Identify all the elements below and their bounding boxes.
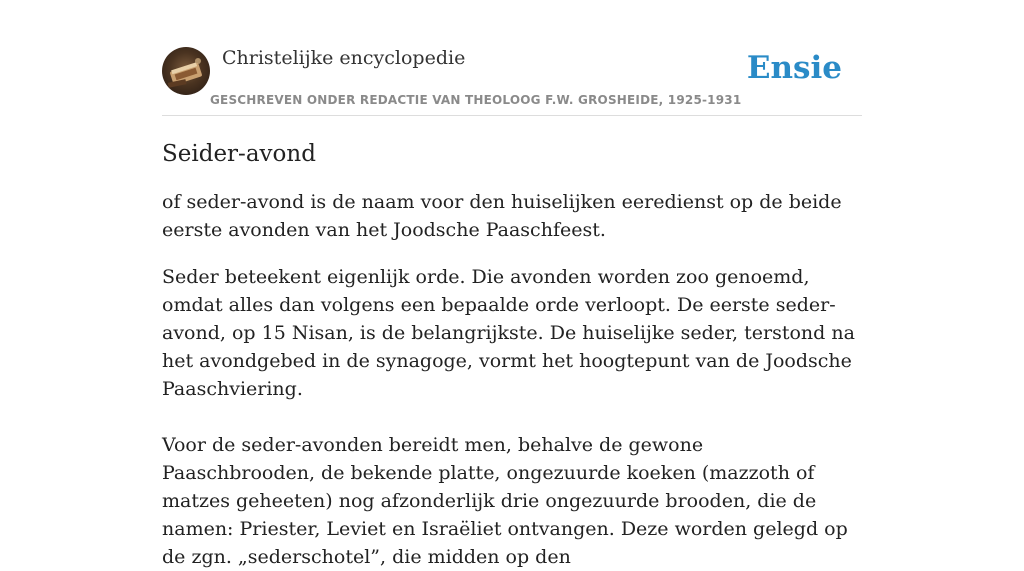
- encyclopedia-avatar[interactable]: [162, 47, 210, 95]
- encyclopedia-book-icon: [162, 47, 210, 95]
- article-paragraph: Seder beteekent eigenlijk orde. Die avonden worden zoo genoemd, omdat alles dan volgens een bepaalde orde verloopt. De eerste seder-avond, op 15 Nisan, is de belangrijkste. De huiselijke seder, terstond na het avondgebed in de synagoge, vormt het hoogtepunt van de Joodsche Paaschviering.: [162, 266, 855, 400]
- ensie-logo-link[interactable]: Ensie: [746, 50, 842, 86]
- article-paragraph: of seder-avond is de naam voor den huiselijken eeredienst op de beide eerste avonden van het Joodsche Paaschfeest.: [162, 191, 842, 241]
- site-title[interactable]: Christelijke encyclopedie: [222, 47, 466, 69]
- page-title: Seider-avond: [162, 141, 316, 167]
- site-header: [162, 46, 862, 116]
- header-divider: [162, 115, 862, 116]
- site-subtitle: GESCHREVEN ONDER REDACTIE VAN THEOLOOG F.W. GROSHEIDE, 1925-1931: [210, 93, 742, 107]
- article: [162, 138, 862, 571]
- article-paragraph: Voor de seder-avonden bereidt men, behalve de gewone Paaschbrooden, de bekende platte, ongezuurde koeken (mazzoth of matzes geheeten) nog afzonderlijk drie ongezuurde brooden, die de namen: Priester, Leviet en Israëliet ontvangen. Deze worden gelegd op de zgn. „sederschotel”, die midden op den: [162, 434, 848, 568]
